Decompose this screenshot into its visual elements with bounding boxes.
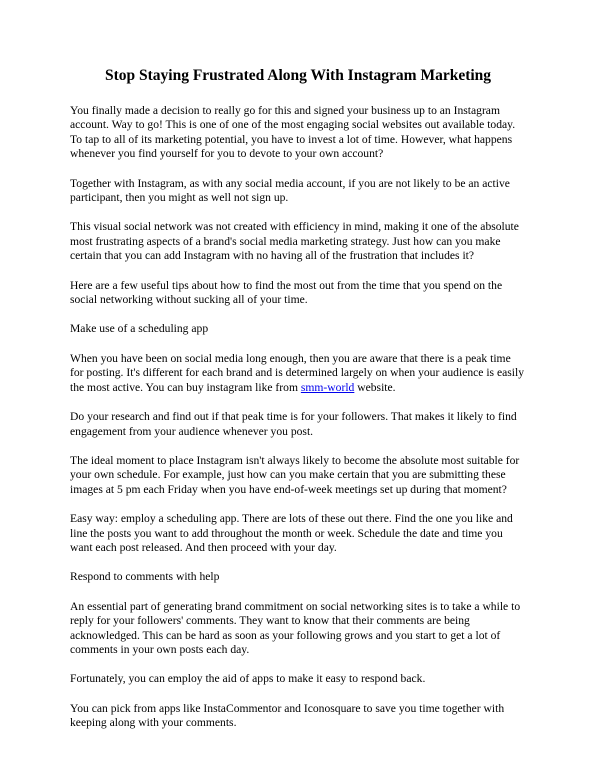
paragraph: Do your research and find out if that peak time is for your followers. That makes it likely to find engagement from your audience whenever you post. [70,410,517,438]
paragraph-text: When you have been on social media long enough, then you are aware that there is a peak time for posting. It's different for each brand and is determined largely on when your audience is easily the most active. You can buy instagram like from [70,351,524,394]
paragraph: Easy way: employ a scheduling app. There are lots of these out there. Find the one you like and line the posts you want to add throughout the month or week. Schedule the date and time you want each post released. And then proceed with your day. [70,512,513,554]
paragraph: Here are a few useful tips about how to find the most out from the time that you spend on the social networking without sucking all of your time. [70,278,503,307]
paragraph: You finally made a decision to really go for this and signed your business up to an Instagram account. Way to go! This is one of one of the most engaging social websites out available today. To tap to all of its marketing potential, you have to invest a lot of time. However, what happens whenever you find yourself for you to devote to your own account? [70,104,516,161]
section-heading: Respond to comments with help [70,570,220,584]
paragraph-with-link [70,352,526,395]
paragraph: This visual social network was not created with efficiency in mind, making it one of the absolute most frustrating aspects of a brand's social media marketing strategy. Just how can you make certain that you can add Instagram with no having all of the frustration that includes it? [70,220,519,263]
paragraph-text: website. [354,380,396,394]
paragraph: The ideal moment to place Instagram isn't always likely to become the absolute most suitable for your own schedule. For example, just how can you make certain that you are submitting these images at 5 pm each Friday when you have end-of-week meetings set up during that moment? [70,453,520,496]
paragraph: Fortunately, you can employ the aid of apps to make it easy to respond back. [70,672,426,686]
smm-world-link[interactable]: smm-world [300,380,355,394]
paragraph: Together with Instagram, as with any social media account, if you are not likely to be an active participant, then you might as well not sign up. [70,176,510,205]
page-title: Stop Staying Frustrated Along With Instagram Marketing [104,67,492,84]
section-heading: Make use of a scheduling app [70,322,209,336]
paragraph: You can pick from apps like InstaCommentor and Iconosquare to save you time together with keeping along with your comments. [70,701,505,730]
paragraph: An essential part of generating brand commitment on social networking sites is to take a while to reply for your followers' comments. They want to know that their comments are being acknowledged. This can be hard as soon as your following grows and you start to get a lot of comments in your own posts each day. [70,599,521,656]
